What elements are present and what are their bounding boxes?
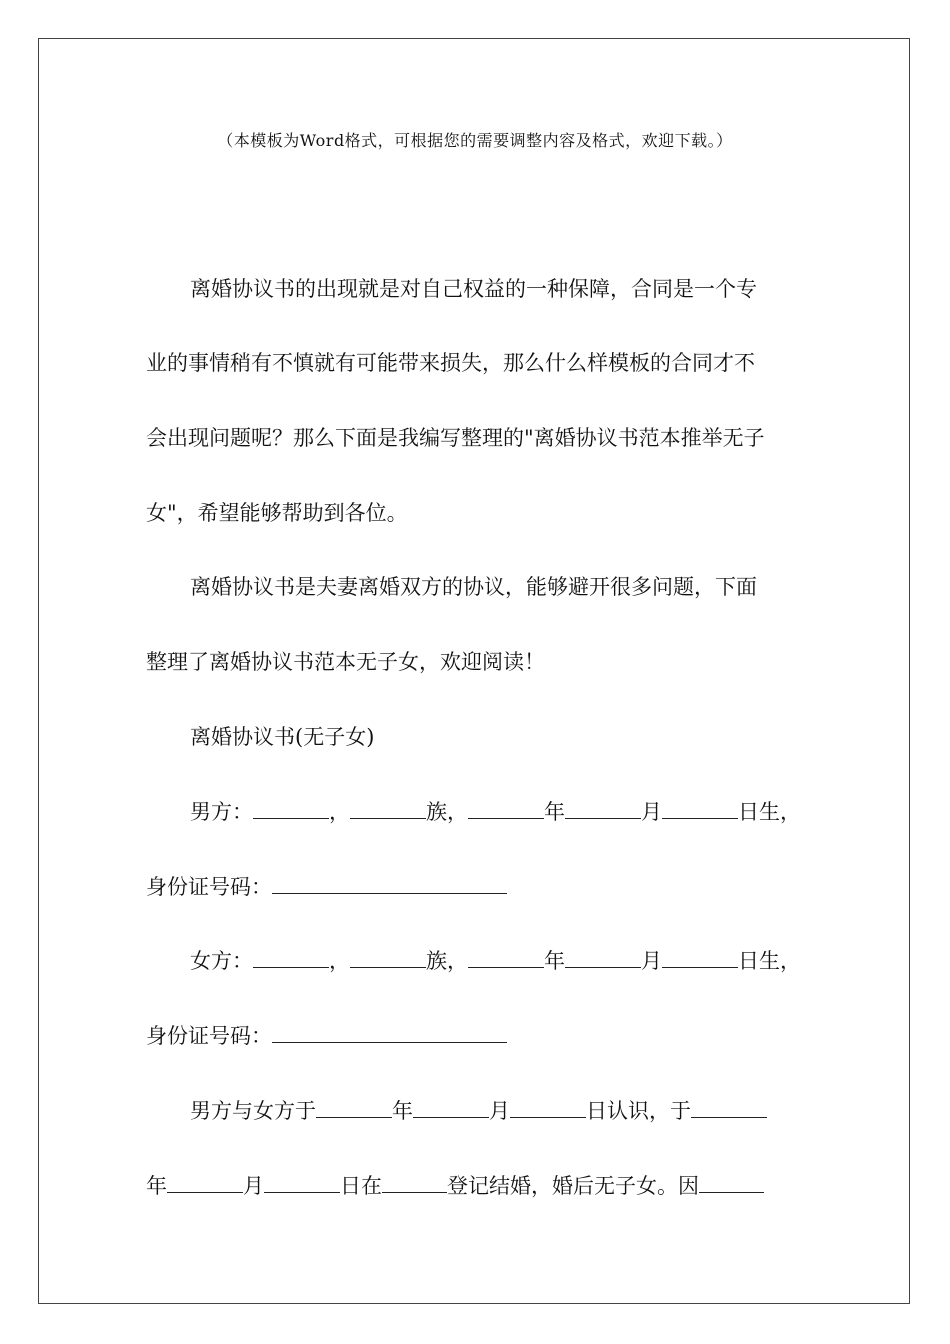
marriage-year-blank[interactable] xyxy=(167,1174,243,1193)
female-id-row xyxy=(146,1023,507,1049)
intro-line-1: 离婚协议书的出现就是对自己权益的一种保障，合同是一个专 xyxy=(190,277,757,301)
agreement-heading: 离婚协议书(无子女) xyxy=(190,725,375,749)
female-label: 女方： xyxy=(190,949,253,973)
male-year-blank[interactable] xyxy=(468,800,544,819)
male-name-blank[interactable] xyxy=(253,800,329,819)
male-id-row xyxy=(146,874,507,900)
marriage-month-blank[interactable] xyxy=(264,1174,340,1193)
met-month-blank[interactable] xyxy=(413,1099,489,1118)
desc-line-2: 整理了离婚协议书范本无子女，欢迎阅读！ xyxy=(146,650,545,674)
female-month-blank[interactable] xyxy=(565,949,641,968)
female-id-blank[interactable] xyxy=(272,1024,507,1043)
male-month-blank[interactable] xyxy=(565,800,641,819)
female-info-row: 女方： ， 族， 年 月 日生， xyxy=(190,949,801,973)
intro-line-3: 会出现问题呢？那么下面是我编写整理的"离婚协议书范本推举无子 xyxy=(146,426,765,450)
reason-blank[interactable] xyxy=(699,1174,764,1193)
male-day-blank[interactable] xyxy=(662,800,738,819)
female-id-label: 身份证号码： xyxy=(146,1024,272,1048)
female-year-blank[interactable] xyxy=(468,949,544,968)
male-info-row: 男方： ， 族， 年 月 日生， xyxy=(190,800,801,824)
male-id-blank[interactable] xyxy=(272,875,507,894)
female-name-blank[interactable] xyxy=(253,949,329,968)
met-day-blank[interactable] xyxy=(510,1099,586,1118)
marriage-year-blank-a[interactable] xyxy=(691,1099,767,1118)
male-id-label: 身份证号码： xyxy=(146,875,272,899)
template-note: （本模板为Word格式，可根据您的需要调整内容及格式，欢迎下载。） xyxy=(217,131,733,150)
intro-line-2: 业的事情稍有不慎就有可能带来损失，那么什么样模板的合同才不 xyxy=(146,351,755,375)
desc-line-1: 离婚协议书是夫妻离婚双方的协议，能够避开很多问题，下面 xyxy=(190,575,757,599)
female-ethnic-blank[interactable] xyxy=(350,949,426,968)
marriage-line-2: 年 月 日在 登记结婚，婚后无子女。因 xyxy=(146,1173,764,1199)
met-year-blank[interactable] xyxy=(316,1099,392,1118)
female-day-blank[interactable] xyxy=(662,949,738,968)
male-ethnic-blank[interactable] xyxy=(350,800,426,819)
male-label: 男方： xyxy=(190,800,253,824)
intro-line-4: 女"，希望能够帮助到各位。 xyxy=(146,501,408,525)
registration-place-blank[interactable] xyxy=(382,1174,447,1193)
marriage-line-1: 男方与女方于 年 月 日认识，于 xyxy=(190,1098,767,1124)
